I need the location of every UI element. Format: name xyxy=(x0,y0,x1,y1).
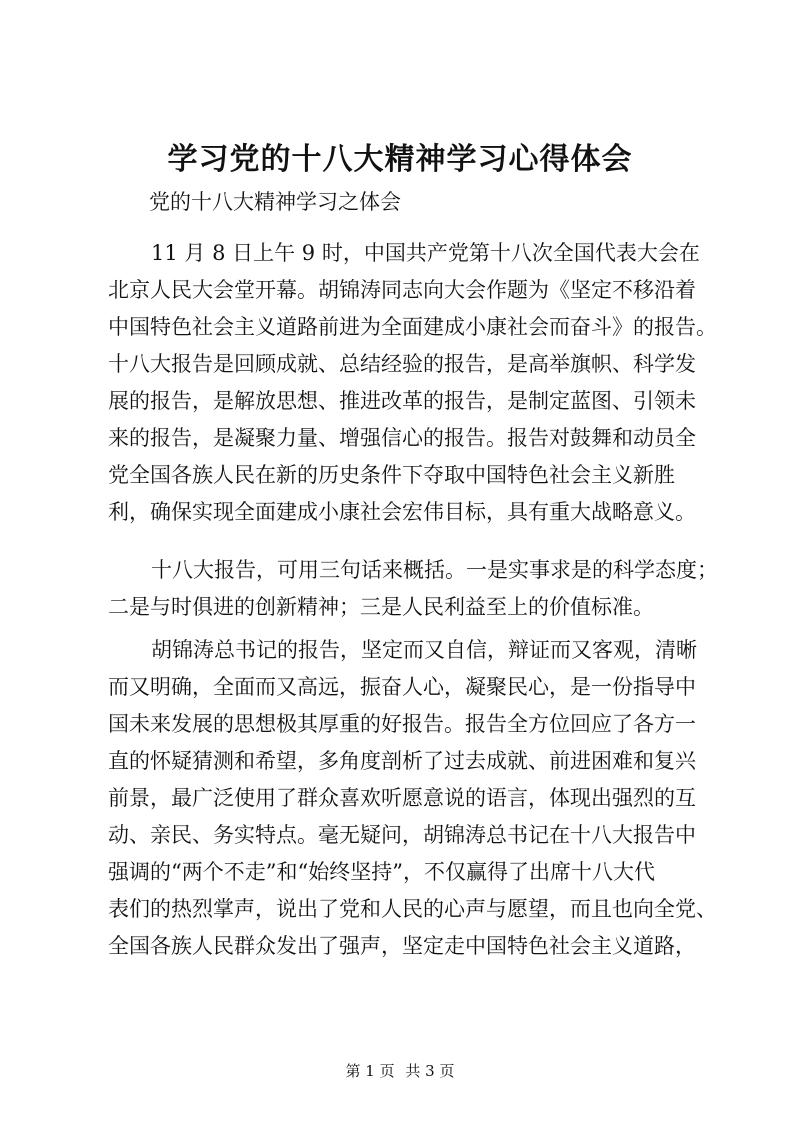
paragraph-line: 直的怀疑猜测和希望，多角度剖析了过去成就、前进困难和复兴 xyxy=(108,749,696,773)
paragraph-line: 动、亲民、务实特点。毫无疑问，胡锦涛总书记在十八大报告中 xyxy=(108,823,696,847)
paragraph-line: 十八大报告，可用三句话来概括。一是实事求是的科学态度； xyxy=(151,558,718,582)
document-title: 学习党的十八大精神学习心得体会 xyxy=(167,142,633,177)
document-subtitle: 党的十八大精神学习之体会 xyxy=(149,190,401,214)
paragraph-line: 表们的热烈掌声，说出了党和人民的心声与愿望，而且也向全党、 xyxy=(108,897,717,921)
paragraph-line: 党全国各族人民在新的历史条件下夺取中国特色社会主义新胜 xyxy=(108,463,675,487)
paragraph-line: 而又明确，全面而又高远，振奋人心，凝聚民心，是一份指导中 xyxy=(108,675,696,699)
paragraph-2 xyxy=(108,552,718,626)
paragraph-line: 11 月 8 日上午 9 时，中国共产党第十八次全国代表大会在 xyxy=(151,241,700,265)
paragraph-line: 国未来发展的思想极其厚重的好报告。报告全方位回应了各方一 xyxy=(108,712,696,736)
paragraph-3 xyxy=(108,632,717,965)
paragraph-line: 来的报告，是凝聚力量、增强信心的报告。报告对鼓舞和动员全 xyxy=(108,426,696,450)
paragraph-line: 强调的“两个不走”和“始终坚持”，不仅赢得了出席十八大代 xyxy=(108,860,655,884)
paragraph-line: 利，确保实现全面建成小康社会宏伟目标，具有重大战略意义。 xyxy=(108,500,696,524)
paragraph-line: 胡锦涛总书记的报告，坚定而又自信，辩证而又客观，清晰 xyxy=(151,638,697,662)
paragraph-line: 展的报告，是解放思想、推进改革的报告，是制定蓝图、引领未 xyxy=(108,389,696,413)
paragraph-1 xyxy=(108,235,717,531)
page-number: 第 1 页 xyxy=(345,1062,395,1080)
paragraph-line: 全国各族人民群众发出了强声，坚定走中国特色社会主义道路， xyxy=(108,934,696,958)
paragraph-line: 前景，最广泛使用了群众喜欢听愿意说的语言，体现出强烈的互 xyxy=(108,786,696,810)
paragraph-line: 中国特色社会主义道路前进为全面建成小康社会而奋斗》的报告。 xyxy=(108,315,717,339)
paragraph-line: 北京人民大会堂开幕。胡锦涛同志向大会作题为《坚定不移沿着 xyxy=(108,278,696,302)
paragraph-line: 二是与时俱进的创新精神；三是人民利益至上的价值标准。 xyxy=(108,595,654,619)
page-footer xyxy=(0,1061,800,1081)
paragraph-line: 十八大报告是回顾成就、总结经验的报告，是高举旗帜、科学发 xyxy=(108,352,696,376)
page-total: 共 3 页 xyxy=(405,1062,455,1080)
